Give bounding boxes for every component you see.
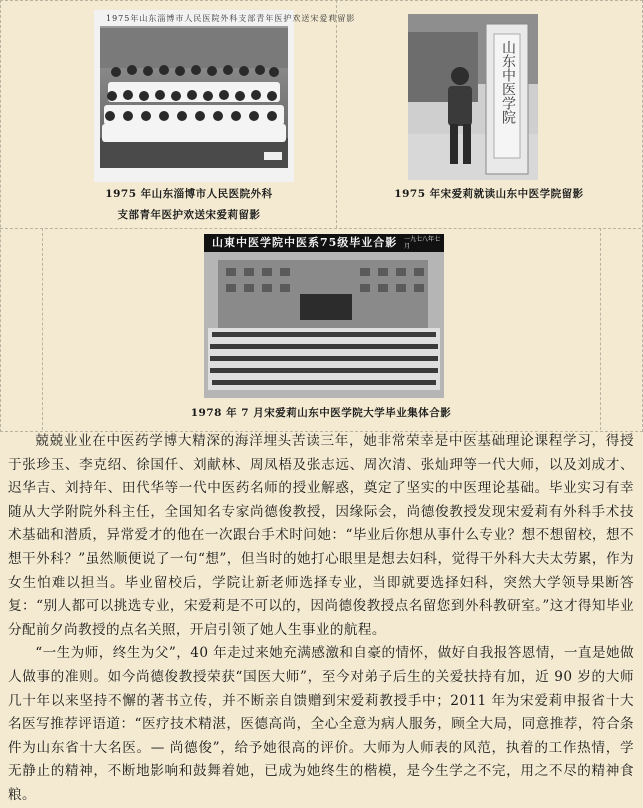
body-text <box>8 430 634 808</box>
nurse-group-image <box>94 10 356 182</box>
nurse-photo-caption-line1: 1975 年山东淄博市人民医院外科 <box>105 188 273 200</box>
nurse-photo-banner: 1975年山东淄博市人民医院外科支部青年医护欢送宋爱莉留影 <box>106 14 356 23</box>
grid-divider-left <box>42 228 43 430</box>
gate-portrait-photo <box>408 14 538 180</box>
grid-divider-horizontal <box>0 228 641 229</box>
gate-portrait-image <box>408 14 538 180</box>
graduation-image <box>204 234 444 398</box>
nurse-photo-caption-line2: 支部青年医护欢送宋爱莉留影 <box>117 209 261 221</box>
grid-divider-vertical <box>336 0 337 228</box>
graduation-banner-date: 一九七八年七月 <box>404 236 441 250</box>
paragraph-2: “一生为师，终生为父”，40 年走过来她充满感激和自豪的情怀，做好自我报答恩情，一直是她做人做事的准则。如今尚德俊教授荣获“国医大师”，至今对弟子后生的关爱扶持有加，近 90 岁的大师几十年以来坚持不懈的著书立传，并不断亲自馈赠到宋爱莉教授手中；2011 年为宋爱莉申报省十大名医写推荐评语道：“医疗技术精湛，医德高尚，全心全意为病人服务，顾全大局，同意推荐，符合条件为山东省十大名医。— 尚德俊”，给予她很高的评价。大师为人师表的风范，执着的工作热情，学无静止的精神，不断地影响和鼓舞着她，已成为她终生的楷模，是今生学之不完，用之不尽的精神食粮。 <box>8 645 634 803</box>
graduation-banner: 山東中医学院中医系75级毕业合影 <box>212 236 398 249</box>
graduation-photo <box>204 234 444 398</box>
gate-sign-text: 山东中医学院 <box>500 40 516 124</box>
graduation-photo-caption: 1978 年 7 月宋爱莉山东中医学院大学毕业集体合影 <box>190 407 452 419</box>
gate-photo-caption: 1975 年宋爱莉就读山东中医学院留影 <box>394 188 584 200</box>
grid-divider-right <box>600 228 601 430</box>
nurse-group-photo <box>94 10 356 182</box>
paragraph-1: 兢兢业业在中医药学博大精深的海洋埋头苦读三年，她非常荣幸是中医基础理论课程学习，得授于张珍玉、李克绍、徐国仟、刘献林、周凤梧及张志远、周次清、张灿玾等一代大师，以及刘成才、迟华吉、刘持年、田代华等一代中医药名师的授业解惑，奠定了坚实的中医理论基础。毕业实习有幸随从大学附院外科主任，全国知名专家尚德俊教授，因缘际会，尚德俊教授发现宋爱莉有外科手术技术基础和潜质，异常爱才的他在一次跟台手术时问她：“毕业后你想从事什么专业？想不想留校，想不想干外科？”虽然顺便说了一句“想”，但当时的她打心眼里是想去妇科，觉得干外科大夫太劳累，作为女生怕难以担当。毕业留校后，学院让新老师选择专业，当即就要选择妇科，突然大学领导果断答复：“别人都可以挑选专业，宋爱莉是不可以的，因尚德俊教授点名留您到外科教研室。”这才得知毕业分配前夕尚教授的点名关照，开启引领了她人生事业的航程。 <box>8 433 634 638</box>
